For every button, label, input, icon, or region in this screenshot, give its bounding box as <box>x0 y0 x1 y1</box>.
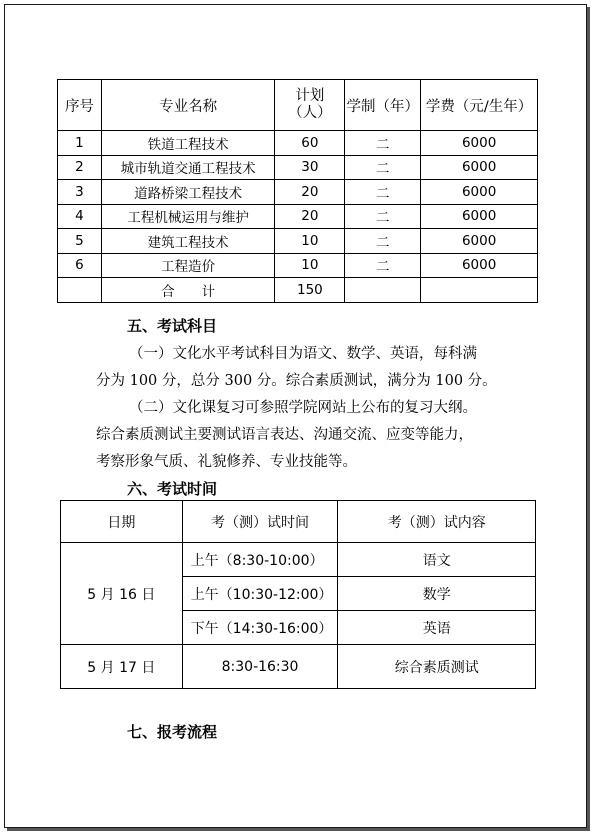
slot-time: 上午（10:30-12:00） <box>182 577 338 611</box>
table-row <box>58 131 538 156</box>
row-duration: 二 <box>345 253 421 278</box>
total-duration-empty <box>345 278 421 303</box>
row-name: 道路桥梁工程技术 <box>101 180 275 205</box>
section6-title: 六、考试时间 <box>127 480 218 498</box>
schedule-header-row <box>61 501 536 543</box>
row-name: 铁道工程技术 <box>101 131 275 156</box>
majors-table <box>57 79 538 303</box>
row-fee: 6000 <box>421 204 538 229</box>
row-duration: 二 <box>345 180 421 205</box>
row-fee: 6000 <box>421 180 538 205</box>
table-row <box>58 253 538 278</box>
majors-header-row <box>58 80 538 131</box>
slot-time: 下午（14:30-16:00） <box>182 611 338 645</box>
row-seq: 6 <box>58 253 102 278</box>
table-row <box>58 155 538 180</box>
row-name: 城市轨道交通工程技术 <box>101 155 275 180</box>
day2-date: 5 月 17 日 <box>61 645 183 689</box>
total-fee-empty <box>421 278 538 303</box>
row-duration: 二 <box>345 155 421 180</box>
slot-content: 英语 <box>338 611 536 645</box>
table-row <box>58 180 538 205</box>
header-plan-line1: 计划 <box>295 88 325 104</box>
row-plan: 10 <box>275 229 345 254</box>
day1-date: 5 月 16 日 <box>61 543 183 645</box>
header-fee: 学费（元/生年） <box>421 80 538 131</box>
slot-time: 上午（8:30-10:00） <box>182 543 338 577</box>
row-name: 工程机械运用与维护 <box>101 204 275 229</box>
header-seq: 序号 <box>58 80 102 131</box>
section5-p3-line1: 综合素质测试主要测试语言表达、沟通交流、应变等能力， <box>96 427 473 443</box>
row-plan: 10 <box>275 253 345 278</box>
section5-title: 五、考试科目 <box>127 317 218 335</box>
day2-time: 8:30-16:30 <box>182 645 338 689</box>
header-content: 考（测）试内容 <box>338 501 536 543</box>
total-plan: 150 <box>275 278 345 303</box>
row-duration: 二 <box>345 229 421 254</box>
header-time: 考（测）试时间 <box>182 501 338 543</box>
section7-title: 七、报考流程 <box>127 723 218 741</box>
header-duration: 学制（年） <box>345 80 421 131</box>
total-seq-empty <box>58 278 102 303</box>
table-row <box>61 645 536 689</box>
header-plan <box>275 80 345 131</box>
row-seq: 1 <box>58 131 102 156</box>
header-plan-line2: （人） <box>288 105 332 121</box>
section5-p3-line2: 考察形象气质、礼貌修养、专业技能等。 <box>96 454 357 470</box>
row-plan: 30 <box>275 155 345 180</box>
section5-p1-line2: 分为 100 分，总分 300 分。综合素质测试，满分为 100 分。 <box>96 373 497 389</box>
day2-content: 综合素质测试 <box>338 645 536 689</box>
row-plan: 20 <box>275 204 345 229</box>
section5-p2-line1: （二）文化课复习可参照学院网站上公布的复习大纲。 <box>129 400 477 416</box>
row-duration: 二 <box>345 131 421 156</box>
total-row <box>58 278 538 303</box>
section5-paragraph <box>96 341 536 476</box>
table-row <box>58 229 538 254</box>
row-seq: 5 <box>58 229 102 254</box>
table-row <box>61 543 536 577</box>
row-fee: 6000 <box>421 229 538 254</box>
table-row <box>58 204 538 229</box>
section5-p1-line1: （一）文化水平考试科目为语文、数学、英语，每科满 <box>129 346 477 362</box>
row-duration: 二 <box>345 204 421 229</box>
row-seq: 2 <box>58 155 102 180</box>
row-seq: 3 <box>58 180 102 205</box>
slot-content: 数学 <box>338 577 536 611</box>
header-date: 日期 <box>61 501 183 543</box>
row-name: 建筑工程技术 <box>101 229 275 254</box>
total-label: 合 计 <box>101 278 275 303</box>
slot-content: 语文 <box>338 543 536 577</box>
row-seq: 4 <box>58 204 102 229</box>
row-plan: 60 <box>275 131 345 156</box>
row-fee: 6000 <box>421 155 538 180</box>
row-plan: 20 <box>275 180 345 205</box>
header-name: 专业名称 <box>101 80 275 131</box>
row-fee: 6000 <box>421 131 538 156</box>
schedule-table <box>60 500 536 689</box>
row-name: 工程造价 <box>101 253 275 278</box>
row-fee: 6000 <box>421 253 538 278</box>
